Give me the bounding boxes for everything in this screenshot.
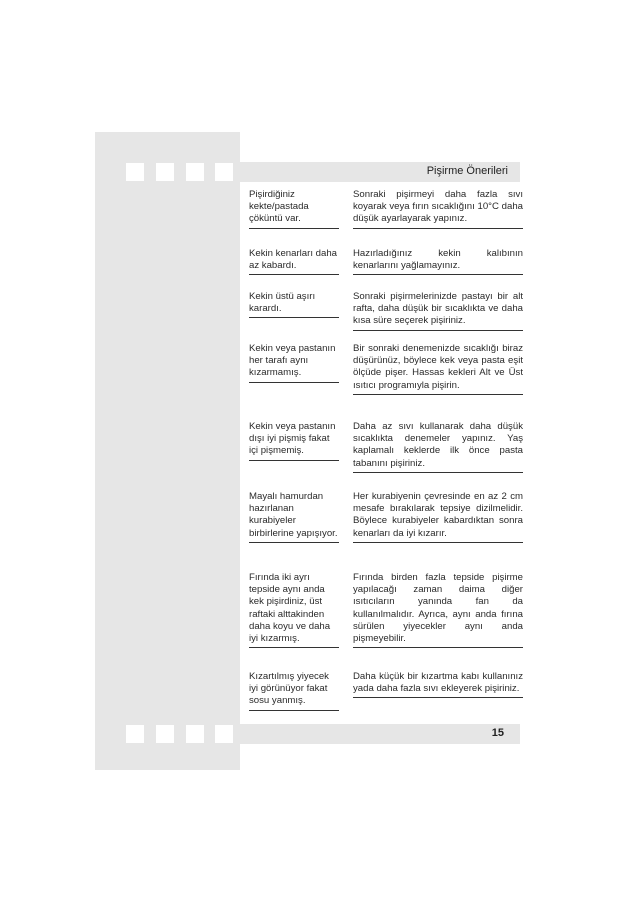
problem-cell: Kekin veya pastanın dışı iyi pişmiş fakat içi pişmemiş. — [249, 421, 339, 461]
solution-cell: Daha az sıvı kullanarak daha düşük sıcaklıkta denemeler yapınız. Yaş kaplamalı keklerde ilk önce pasta tabanını pişiriniz. — [353, 421, 523, 473]
problem-cell: Fırında iki ayrı tepside aynı anda kek pişirdiniz, üst raftaki alttakinden daha koyu ve daha iyi kızarmış. — [249, 572, 339, 648]
solution-cell: Sonraki pişirmelerinizde pastayı bir alt rafta, daha düşük bir sıcaklıkta ve daha kısa süre seçerek pişiriniz. — [353, 291, 523, 331]
footer-bar — [240, 724, 520, 744]
decorative-square — [156, 163, 174, 181]
decorative-square — [156, 725, 174, 743]
decorative-square — [186, 163, 204, 181]
page-number: 15 — [491, 727, 504, 739]
decorative-square — [215, 725, 233, 743]
solution-cell: Sonraki pişirmeyi daha fazla sıvı koyarak veya fırın sıcaklığını 10°C daha düşük ayarlayarak yapınız. — [353, 189, 523, 229]
solution-cell: Fırında birden fazla tepside pişirme yapılacağı zaman daima diğer ısıtıcıların yanında fan da kullanılmalıdır. Ayrıca, aynı anda fırına sürülen yiyecekler aynı anda pişmeyebilir. — [353, 572, 523, 648]
problem-cell: Kızartılmış yiyecek iyi görünüyor fakat sosu yanmış. — [249, 671, 339, 711]
problem-cell: Pişirdiğiniz kekte/pastada çöküntü var. — [249, 189, 339, 229]
decorative-square — [186, 725, 204, 743]
problem-cell: Kekin üstü aşırı karardı. — [249, 291, 339, 318]
side-margin-panel — [95, 132, 240, 770]
decorative-square — [215, 163, 233, 181]
decorative-square — [126, 163, 144, 181]
decorative-square — [126, 725, 144, 743]
problem-cell: Kekin veya pastanın her tarafı aynı kızarmamış. — [249, 343, 339, 383]
solution-cell: Her kurabiyenin çevresinde en az 2 cm mesafe bırakılarak tepsiye dizilmelidir. Böylece kurabiyeler kabardıktan sonra kenarları da iyi kızarır. — [353, 491, 523, 543]
problem-cell: Mayalı hamurdan hazırlanan kurabiyeler birbirlerine yapışıyor. — [249, 491, 339, 543]
section-title: Pişirme Önerileri — [426, 165, 508, 177]
solution-cell: Daha küçük bir kızartma kabı kullanınız yada daha fazla sıvı ekleyerek pişiriniz. — [353, 671, 523, 698]
solution-cell: Bir sonraki denemenizde sıcaklığı biraz düşürünüz, böylece kek veya pasta eşit ölçüde pişer. Hassas kekleri Alt ve Üst ısıtıcı programıyla pişirin. — [353, 343, 523, 395]
problem-cell: Kekin kenarları daha az kabardı. — [249, 248, 339, 275]
header-bar — [240, 162, 520, 182]
solution-cell: Hazırladığınız kekin kalıbının kenarlarını yağlamayınız. — [353, 248, 523, 275]
